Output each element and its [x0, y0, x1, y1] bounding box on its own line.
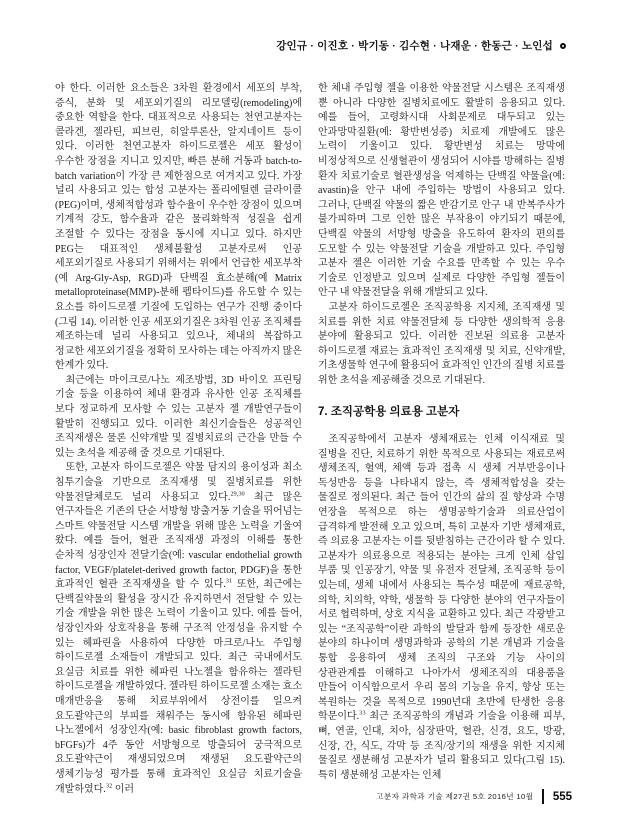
- paragraph: [55, 82, 302, 374]
- text-run: 또한, 최근에는 단백질약물의 활성을 장시간 유지하면서 전달할 수 있는 기술 개발을 위한 많은 노력이 기울이고 있다. 예를 들어, 성장인자와 상호작용을 통해 구조적 안정성을 유지할 수 있는 헤파린을 사용하여 다양한 마크로/나노 주입형 하이드로젤 소재들이 개발되고 있다. 최근 국내에서도 요실금 치료를 위한 헤파린 나노젤을 함유하는 젤라틴 하이드로젤을 개발하였다. 젤라틴 하이드로젤 소재는 효소 매개반응을 통해 치료부위에서 상전이를 일으켜 요도괄약근의 부피를 채워주는 동시에 함유된 헤파린 나노젤에서 성장인자(예: basic fibroblast growth factors, bFGFs)가 4주 동안 서방형으로 방출되어 궁극적으로 요도괄약근이 재생되었으며 재생된 요도괄약근의 생체기능성 평가를 통해 효과적인 요실금 치료기술을 개발하였다.: [55, 579, 303, 795]
- reference-superscript: 33: [359, 710, 366, 718]
- page-header: [276, 38, 566, 53]
- text-run: 한 체내 주입형 젤을 이용한 약물전달 시스템은 조직재생 뿐 아니라 다양한 질병치료에도 활발히 응용되고 있다. 예를 들어, 고령화시대 사회문제로 대두되고 있는 안과망막질환(예: 황반변성증) 치료제 개발에도 많은 노력이 기울이고 있다. 황반변성 치료는 망막에 비정상적으로 신생혈관이 생성되어 시야를 방해하는 질병 환자 치료기술로 혈관생성을 억제하는 단백질 약물을(예: avastin)을 안구 내에 주입하는 방법이 사용되고 있다. 그러나, 단백질 약물의 짧은 반감기로 안구 내 반복주사가 불가피하며 그로 인한 많은 부작용이 야기되기 때문에, 단백질 약물의 서방형 방출을 유도하여 환자의 편의를 도모할 수 있는 약물전달 기술을 개발하고 있다. 주입형 고분자 젤은 이러한 기술 수요를 만족할 수 있는 우수 기술로 인정받고 있으며 실제로 다양한 주입형 젤들이 안구 내 약물전달을 위해 개발되고 있다.: [318, 83, 565, 299]
- article-body: [55, 82, 565, 797]
- section-heading: 7. 조직공학용 의료용 고분자: [318, 406, 460, 419]
- text-run: 최근에는 마이크로/나노 제조방법, 3D 바이오 프린팅 기술 등을 이용하여 체내 환경과 유사한 인공 조직체를 보다 정교하게 모사할 수 있는 고분자 젤 개발연구들이 활발히 진행되고 있다. 이러한 최신기술들은 성공적인 조직재생은 물론 신약개발 및 질병치료의 근간을 만들 수 있는 초석을 제공해 줄 것으로 기대된다.: [55, 374, 302, 459]
- text-run: 고분자 하이드로젤은 조직공학용 지지체, 조직재생 및 치료를 위한 치료 약물전달체 등 다양한 생의학적 응용 분야에 활용되고 있다. 이러한 진보된 의료용 고분자 하이드로젤 재료는 효과적인 조직재생 및 치료, 신약개발, 기초생물학 연구에 활용되어 효과적인 인간의 질병 치료를 위한 초석을 제공해줄 것으로 기대된다.: [318, 301, 565, 386]
- text-run: 또한, 고분자 하이드로젤은 약물 담지의 용이성과 최소 침투기술을 기반으로 조직재생 및 질병치료를 위한 약물전달체로도 널리 사용되고 있다.: [55, 462, 302, 503]
- footer-divider: [542, 789, 543, 804]
- paragraph: [318, 433, 565, 783]
- paragraph: [55, 461, 302, 797]
- authors-text: 강인규 · 이진호 · 박기동 · 김수현 · 나재운 · 한동근 · 노인섭: [276, 40, 553, 52]
- reference-superscript: 32: [105, 782, 113, 790]
- page-number: 555: [552, 790, 572, 803]
- journal-info: 고분자 과학과 기술 제27권 5호 2016년 10월: [376, 792, 534, 801]
- paragraph: [318, 82, 565, 301]
- text-run: 최근 많은 연구자들은 기존의 단순 서방형 방출거동 기술을 뛰어넘는 스마트 약물전달 시스템 개발을 위해 많은 노력을 기울여 왔다. 예를 들어, 혈관 조직재생 과정의 이해를 통한 순차적 성장인자 전달기술(예: vascular endothelial growth factor, VEGF/platelet-derived growth factor, PDGF)을 통한 효과적인 혈관 조직재생을 할 수 있다.: [55, 491, 302, 591]
- reference-superscript: 31: [225, 577, 233, 585]
- text-run: 이러: [112, 783, 135, 795]
- corresponding-author-ring-icon: [560, 43, 566, 49]
- paragraph: [55, 374, 302, 462]
- left-column: [55, 82, 302, 797]
- reference-superscript: 29,30: [230, 490, 245, 498]
- page-footer: [376, 789, 572, 804]
- text-run: 조직공학에서 고분자 생체재료는 인체 이식재료 및 질병을 진단, 치료하기 위한 목적으로 사용되는 재료로써 생체조직, 혈액, 체액 등과 접촉 시 생체 거부반응이나 독성반응 등을 나타내지 않는, 즉 생체적합성을 갖는 물질로 정의된다. 최근 들어 인간의 삶의 질 향상과 수명 연장을 목적으로 하는 생명공학기술과 의료산업이 급격하게 발전해 오고 있으며, 특히 고분자 기반 생체재료, 즉 의료용 고분자는 이를 뒷받침하는 근간이라 할 수 있다. 고분자가 의료용으로 적용되는 분야는 크게 인체 삽입 부품 및 인공장기, 약물 및 유전자 전달체, 조직공학 등이 있는데, 생체 내에서 사용되는 특수성 때문에 재료공학, 의학, 치의학, 약학, 생물학 등 다양한 분야의 연구자들이 서로 협력하며, 상호 지식을 교환하고 있다. 최근 각광받고 있는 “조직공학”이란 과학의 발달과 함께 등장한 새로운 분야의 하나이며 생명과학과 공학의 기본 개념과 기술을 통합 응용하여 생체 조직의 구조와 기능 사이의 상관관계를 이해하고 나아가서 생체조직의 대용품을 만들어 이식함으로서 우리 몸의 기능을 유지, 향상 또는 복원하는 것을 목적으로 1990년대 초반에 탄생한 응용 학문이다.: [318, 434, 565, 723]
- right-column: [318, 82, 565, 797]
- text-run: 최근 조직공학의 개념과 기술을 이용해 피부, 뼈, 연골, 인대, 치아, 심장판막, 혈관, 신경, 요도, 방광, 신장, 간, 식도, 각막 등 조직/장기의 재생을 위한 지지체 물질로 생분해성 고분자가 널리 활용되고 있다(그림 15). 특히 생분해성 고분자는 인체: [318, 711, 565, 781]
- text-run: 야 한다. 이러한 요소들은 3차원 환경에서 세포의 부착, 증식, 분화 및 세포외기질의 리모델링(remodeling)에 중요한 역할을 한다. 대표적으로 사용되는 천연고분자는 콜라겐, 젤라틴, 피브린, 히알루론산, 알지네이트 등이 있다. 이러한 천연고분자 하이드로젤은 세포 활성이 우수한 장점을 지니고 있지만, 빠른 분해 거동과 batch-to-batch variation이 가장 큰 제한점으로 여겨지고 있다. 가장 널리 사용되고 있는 합성 고분자는 폴리에틸렌 글라이콜(PEG)이며, 생체적합성과 함수율이 우수한 장점이 있으며 기계적 강도, 함수율과 같은 물리화학적 성질을 쉽게 조절할 수 있다는 장점을 동시에 지니고 있다. 하지만 PEG는 대표적인 생체불활성 고분자로써 인공 세포외기질로 사용되기 위해서는 위에서 언급한 세포부착(예 Arg-Gly-Asp, RGD)과 단백질 효소분해(예 Matrix metalloproteinase(MMP)-분해 펩타이드)를 유도할 수 있는 요소를 하이드로젤 기질에 도입하는 연구가 진행 중이다(그림 14). 이러한 인공 세포외기질은 3차원 인공 조직체를 제조하는데 널리 사용되고 있으나, 체내의 복잡하고 정교한 세포외기질을 정확히 모사하는 데는 아직까지 많은 한계가 있다.: [55, 83, 302, 372]
- paragraph: [318, 301, 565, 389]
